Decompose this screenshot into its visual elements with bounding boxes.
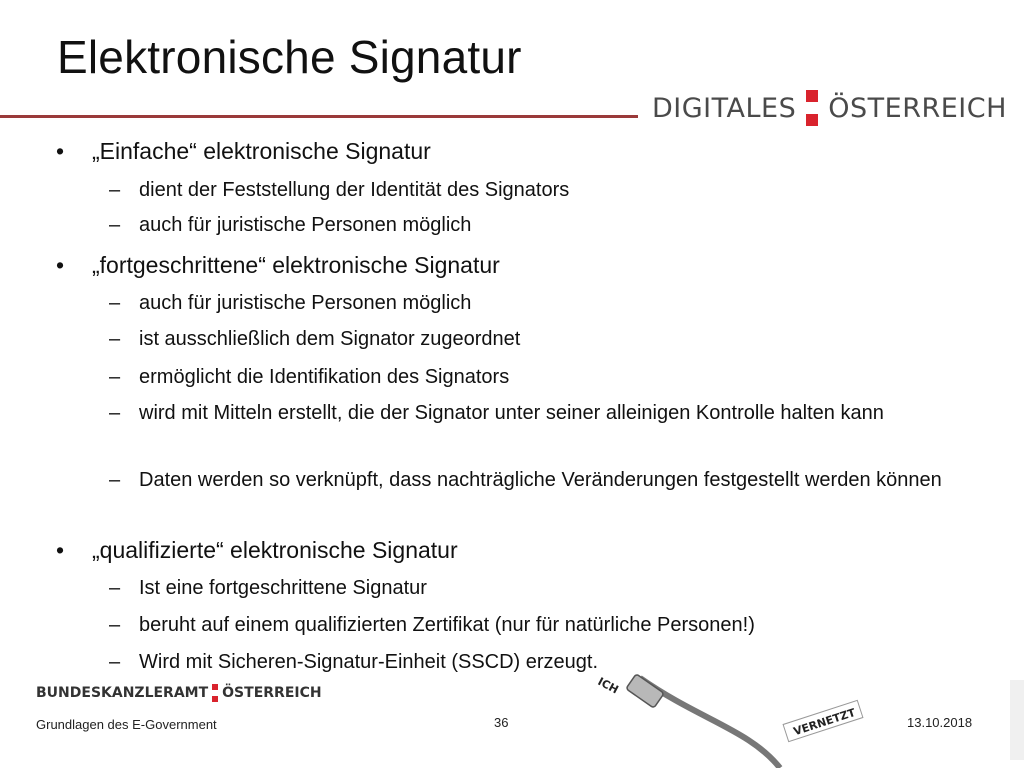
sub-item-text: auch für juristische Personen möglich [139, 292, 472, 314]
bullet-marker: • [56, 252, 65, 278]
sub-item-text: dient der Feststellung der Identität des Signators [139, 179, 570, 201]
bullet-heading: „fortgeschrittene“ elektronische Signatur [92, 252, 500, 278]
bullet-item [56, 537, 458, 564]
dash-marker: – [109, 179, 121, 201]
footer-date: 13.10.2018 [907, 715, 973, 730]
edge-shade [1010, 680, 1024, 760]
brand-logo-digitales-oesterreich [652, 88, 1007, 128]
bullet-marker: • [56, 138, 65, 164]
sub-item-text: Daten werden so verknüpft, dass nachträgliche Veränderungen festgestellt werden können [139, 469, 942, 491]
sub-item [109, 175, 969, 205]
footer-logo-bundeskanzleramt [36, 684, 322, 702]
sub-item [109, 362, 969, 392]
title-rule [0, 115, 638, 118]
sticker-text-ich: ICH [595, 674, 621, 697]
dash-marker: – [109, 366, 121, 388]
sub-item-text: ermöglicht die Identifikation des Signators [139, 366, 510, 388]
dash-marker: – [109, 651, 121, 673]
dash-marker: – [109, 214, 121, 236]
austria-flag-small-icon [212, 684, 218, 702]
bullet-heading: „qualifizierte“ elektronische Signatur [92, 537, 458, 563]
footer-logo-right: ÖSTERREICH [222, 685, 322, 701]
sub-item [109, 610, 969, 640]
sub-item-text: beruht auf einem qualifizierten Zertifikat (nur für natürliche Personen!) [139, 614, 755, 636]
bullet-item [56, 252, 500, 279]
austria-flag-icon [806, 90, 818, 126]
slide-title: Elektronische Signatur [57, 31, 522, 83]
bullet-marker: • [56, 537, 65, 563]
sub-item-text: auch für juristische Personen möglich [139, 214, 472, 236]
sub-item [109, 324, 969, 354]
sub-item [109, 465, 969, 495]
footer-course: Grundlagen des E-Government [36, 717, 217, 732]
dash-marker: – [109, 614, 121, 636]
usb-cable-decoration [580, 660, 1024, 768]
bullet-item [56, 138, 431, 165]
sub-item [109, 210, 969, 240]
sub-item [109, 288, 969, 318]
sub-item-text: wird mit Mitteln erstellt, die der Signator unter seiner alleinigen Kontrolle halten kann [139, 402, 884, 424]
dash-marker: – [109, 292, 121, 314]
dash-marker: – [109, 328, 121, 350]
sub-item [109, 398, 969, 428]
dash-marker: – [109, 577, 121, 599]
sub-item [109, 573, 969, 603]
footer-page-number: 36 [494, 715, 509, 730]
brand-word-left: DIGITALES [652, 92, 797, 124]
footer-logo-left: BUNDESKANZLERAMT [36, 685, 209, 701]
brand-word-right: ÖSTERREICH [828, 92, 1007, 124]
sticker-text-vernetzt: VERNETZT [791, 705, 858, 739]
sub-item-text: Wird mit Sicheren-Signatur-Einheit (SSCD) erzeugt. [139, 651, 599, 673]
dash-marker: – [109, 402, 121, 424]
sub-item-text: ist ausschließlich dem Signator zugeordnet [139, 328, 521, 350]
bullet-heading: „Einfache“ elektronische Signatur [92, 138, 431, 164]
dash-marker: – [109, 469, 121, 491]
sub-item-text: Ist eine fortgeschrittene Signatur [139, 577, 427, 599]
